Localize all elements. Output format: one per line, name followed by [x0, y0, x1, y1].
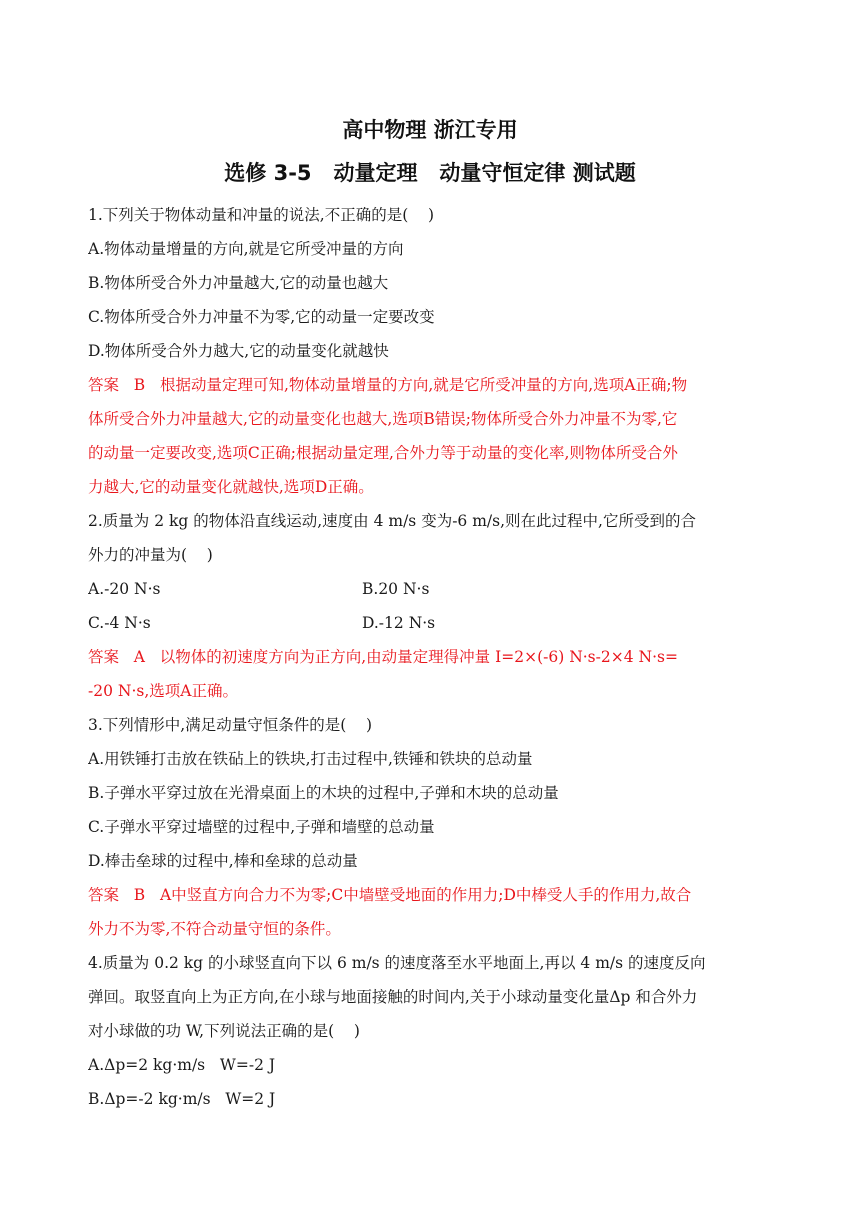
options-row: [88, 606, 778, 640]
answer-text: 答案 B A中竖直方向合力不为零;C中墙壁受地面的作用力;D中棒受人手的作用力,故合: [88, 886, 692, 904]
question-1: [88, 198, 778, 504]
question-stem: 2.质量为 2 kg 的物体沿直线运动,速度由 4 m/s 变为-6 m/s,则在此过程中,它所受到的合: [88, 512, 696, 530]
question-stem: 4.质量为 0.2 kg 的小球竖直向下以 6 m/s 的速度落至水平地面上,再以 4 m/s 的速度反向: [88, 954, 706, 972]
option-c: C.物体所受合外力冲量不为零,它的动量一定要改变: [88, 308, 435, 326]
option-a: A.用铁锤打击放在铁砧上的铁块,打击过程中,铁锤和铁块的总动量: [88, 750, 533, 768]
document-subtitle: 选修 3-5 动量定理 动量守恒定律 测试题: [224, 161, 636, 185]
question-list: [88, 198, 778, 1116]
option-c: C.-4 N·s: [88, 614, 151, 632]
question-stem: 1.下列关于物体动量和冲量的说法,不正确的是( ): [88, 206, 435, 224]
option-c: C.子弹水平穿过墙壁的过程中,子弹和墙壁的总动量: [88, 818, 435, 836]
question-2: [88, 504, 778, 708]
option-b: B.子弹水平穿过放在光滑桌面上的木块的过程中,子弹和木块的总动量: [88, 784, 559, 802]
answer-text: 体所受合外力冲量越大,它的动量变化也越大,选项B错误;物体所受合外力冲量不为零,它: [88, 410, 678, 428]
question-4: [88, 946, 778, 1116]
options-row: [88, 572, 778, 606]
option-d: D.棒击垒球的过程中,棒和垒球的总动量: [88, 852, 358, 870]
option-a: A.物体动量增量的方向,就是它所受冲量的方向: [88, 240, 404, 258]
answer-text: 外力不为零,不符合动量守恒的条件。: [88, 920, 341, 938]
answer-text: 答案 A 以物体的初速度方向为正方向,由动量定理得冲量 I=2×(-6) N·s-2×4 N·s=: [88, 648, 678, 666]
question-3: [88, 708, 778, 946]
answer-text: -20 N·s,选项A正确。: [88, 682, 238, 700]
document-title: 高中物理 浙江专用: [342, 118, 518, 142]
answer-text: 的动量一定要改变,选项C正确;根据动量定理,合外力等于动量的变化率,则物体所受合外: [88, 444, 678, 462]
option-a: A.Δp=2 kg·m/s W=-2 J: [88, 1056, 276, 1074]
option-d: D.物体所受合外力越大,它的动量变化就越快: [88, 342, 389, 360]
answer-text: 答案 B 根据动量定理可知,物体动量增量的方向,就是它所受冲量的方向,选项A正确;物: [88, 376, 688, 394]
question-stem: 对小球做的功 W,下列说法正确的是( ): [88, 1022, 360, 1040]
question-stem: 3.下列情形中,满足动量守恒条件的是( ): [88, 716, 373, 734]
option-b: B.20 N·s: [362, 580, 430, 598]
option-b: B.Δp=-2 kg·m/s W=2 J: [88, 1090, 276, 1108]
option-a: A.-20 N·s: [88, 580, 161, 598]
option-d: D.-12 N·s: [362, 614, 436, 632]
question-stem: 弹回。取竖直向上为正方向,在小球与地面接触的时间内,关于小球动量变化量Δp 和合外力: [88, 988, 698, 1006]
question-stem: 外力的冲量为( ): [88, 546, 213, 564]
option-b: B.物体所受合外力冲量越大,它的动量也越大: [88, 274, 389, 292]
answer-text: 力越大,它的动量变化就越快,选项D正确。: [88, 478, 374, 496]
